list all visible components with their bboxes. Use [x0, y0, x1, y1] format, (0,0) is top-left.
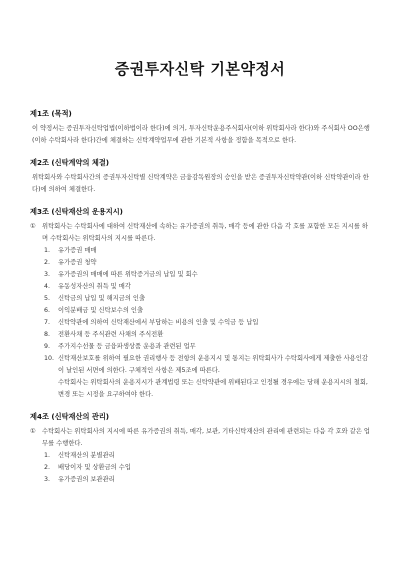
list-text: 신탁재산의 분별관리	[58, 452, 115, 459]
list-number: 8.	[44, 331, 51, 338]
list-text: 이익분배금 및 신탁보수의 인출	[58, 307, 144, 314]
list-item	[44, 269, 370, 281]
list-item	[44, 462, 370, 474]
article-heading: 제2조 (신탁계약의 체결)	[30, 158, 110, 167]
article-text: 위탁회사와 수탁회사간의 증권투자신탁별 신탁계약은 금융감독원장의 승인을 받은 증권투자신탁약관(이하 신탁약관이라 한다)에 의하여 체결한다.	[32, 174, 369, 193]
clause-item	[30, 426, 370, 450]
list-text: 유가증권 매매	[58, 247, 97, 254]
list-text: 전환사채 등 주식관련 사채의 주식전환	[58, 331, 164, 338]
list-item	[44, 293, 370, 305]
list-item	[44, 257, 370, 269]
list-number: 9.	[44, 343, 51, 350]
list-number: 5.	[44, 295, 51, 302]
list-item	[44, 329, 370, 341]
list-item	[44, 281, 370, 293]
article-3	[30, 207, 370, 401]
document-title: 증권투자신탁 기본약정서	[114, 60, 286, 78]
list-number: 6.	[44, 307, 51, 314]
numbered-list	[44, 245, 370, 377]
list-item	[44, 474, 370, 486]
clause-text: 수탁회사는 위탁회사의 지시에 따른 유가증권의 취득, 매각, 보관, 기타신탁재산의 관리에 관련되는 다음 각 호와 같은 업무를 수행한다.	[42, 428, 371, 447]
article-1	[30, 109, 370, 147]
list-number: 7.	[44, 319, 51, 326]
article-heading: 제4조 (신탁재산의 관리)	[30, 412, 110, 421]
list-number: 3.	[44, 271, 51, 278]
list-text: 신탁재산보호를 위하여 필요한 권리행사 등 전항의 운용지시 및 통지는 위탁회사가 수탁회사에게 제출한 사용인감이 날인된 서면에 의한다. 구체적인 사항은 제5조에 따른다.	[58, 355, 368, 374]
list-text: 유동성자산의 취득 및 매각	[58, 283, 131, 290]
clause-text: 위탁회사는 수탁회사에 대하여 신탁재산에 속하는 유가증권의 취득, 매각 등에 관한 다음 각 호를 포함한 모든 지시를 하며 수탁회사는 위탁회사의 지시를 따른다.	[42, 223, 369, 242]
list-number: 2.	[44, 259, 51, 266]
article-text: 이 약정서는 증권투자신탁업법(이하법이라 한다)에 의거, 투자신탁운용주식회사(이하 위탁회사라 한다)와 주식회사 OO은행(이하 수탁회사라 한다)간에 체결하는 신탁계약업무에 관한 기본적 사항을 정함을 목적으로 한다.	[32, 125, 370, 144]
list-item	[44, 245, 370, 257]
article-2	[30, 158, 370, 196]
list-text: 유가증권의 보관관리	[58, 476, 115, 483]
list-number: 1.	[44, 452, 51, 459]
list-number: 10.	[44, 355, 55, 362]
list-item	[44, 305, 370, 317]
article-4	[30, 412, 370, 486]
list-text: 신탁약관에 의하여 신탁재산에서 부담하는 비용의 인출 및 수익금 등 납입	[58, 319, 259, 326]
list-text: 주가지수선물 등 금융파생상품 운용과 관련된 업무	[58, 343, 196, 350]
list-text: 배당이자 및 상환금의 수입	[58, 464, 131, 471]
clause-marker: ①	[30, 428, 36, 435]
list-number: 4.	[44, 283, 51, 290]
list-item	[44, 450, 370, 462]
list-item	[44, 317, 370, 329]
list-text: 유가증권 청약	[58, 259, 97, 266]
list-number: 3.	[44, 476, 51, 483]
article-heading: 제3조 (신탁재산의 운용지시)	[30, 207, 123, 216]
clause-subtext: 수탁회사는 위탁회사의 운용지시가 관계법령 또는 신탁약관에 위배된다고 인정될 경우에는 당해 운용지시의 철회, 변경 또는 시정을 요구하여야 한다.	[58, 379, 368, 398]
numbered-list	[44, 450, 370, 486]
list-number: 1.	[44, 247, 51, 254]
clause-marker: ①	[30, 223, 36, 230]
list-item	[44, 341, 370, 353]
list-number: 2.	[44, 464, 51, 471]
list-text: 유가증권의 매매에 따른 위탁증거금의 납입 및 회수	[58, 271, 198, 278]
list-text: 신탁금의 납입 및 해지금의 인출	[58, 295, 146, 302]
list-item	[44, 353, 370, 377]
clause-item	[30, 221, 370, 245]
article-heading: 제1조 (목적)	[30, 109, 72, 118]
